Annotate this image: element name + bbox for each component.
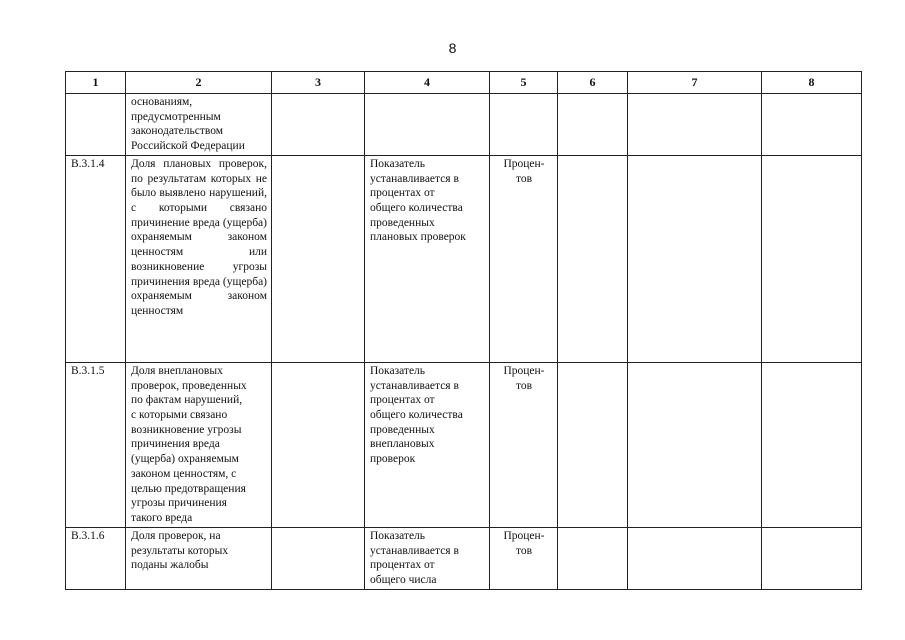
row-col6 <box>558 94 628 156</box>
row-col7 <box>628 362 762 527</box>
row-col3 <box>272 155 365 362</box>
row-col3 <box>272 527 365 589</box>
row-unit: Процен- тов <box>490 155 558 362</box>
page-number: 8 <box>448 40 457 56</box>
row-col7 <box>628 155 762 362</box>
table-row <box>66 362 862 527</box>
row-col7 <box>628 94 762 156</box>
row-description: Показатель устанавливается в процентах от общего числа <box>365 527 490 589</box>
column-header-3: 3 <box>272 72 365 94</box>
column-header-6: 6 <box>558 72 628 94</box>
column-header-1: 1 <box>66 72 126 94</box>
row-code <box>66 94 126 156</box>
row-col8 <box>762 94 862 156</box>
column-header-5: 5 <box>490 72 558 94</box>
row-name: Доля проверок, на результаты которых поданы жалобы <box>126 527 272 589</box>
column-header-7: 7 <box>628 72 762 94</box>
table-row <box>66 94 862 156</box>
row-name: основаниям, предусмотренным законодательством Российской Федерации <box>126 94 272 156</box>
table-row <box>66 527 862 589</box>
row-col3 <box>272 94 365 156</box>
row-name: Доля внеплановых проверок, проведенных по фактам нарушений, с которыми связано возникновение угрозы причинения вреда (ущерба) охраняемым законом ценностям, с целью предотвращения угрозы причинения такого вреда <box>126 362 272 527</box>
row-description: Показатель устанавливается в процентах от общего количества проведенных плановых проверок <box>365 155 490 362</box>
row-col8 <box>762 362 862 527</box>
row-unit <box>490 94 558 156</box>
table-row <box>66 155 862 362</box>
row-col6 <box>558 155 628 362</box>
row-col8 <box>762 527 862 589</box>
row-col8 <box>762 155 862 362</box>
row-description: Показатель устанавливается в процентах от общего количества проведенных внеплановых проверок <box>365 362 490 527</box>
row-col3 <box>272 362 365 527</box>
row-name: Доля плановых проверок, по результатам которых не было выявлено нарушений, с которыми связано причинение вреда (ущерба) охраняемым законом ценностям или возникновение угрозы причинения вреда (ущерба) охраняемым законом ценностям <box>126 155 272 362</box>
row-col6 <box>558 527 628 589</box>
indicators-table <box>65 71 862 590</box>
row-code: В.3.1.6 <box>66 527 126 589</box>
row-unit: Процен- тов <box>490 362 558 527</box>
column-header-8: 8 <box>762 72 862 94</box>
column-header-4: 4 <box>365 72 490 94</box>
row-col7 <box>628 527 762 589</box>
row-description <box>365 94 490 156</box>
row-unit: Процен- тов <box>490 527 558 589</box>
row-col6 <box>558 362 628 527</box>
row-code: В.3.1.5 <box>66 362 126 527</box>
column-header-2: 2 <box>126 72 272 94</box>
header-row <box>66 72 862 94</box>
row-code: В.3.1.4 <box>66 155 126 362</box>
